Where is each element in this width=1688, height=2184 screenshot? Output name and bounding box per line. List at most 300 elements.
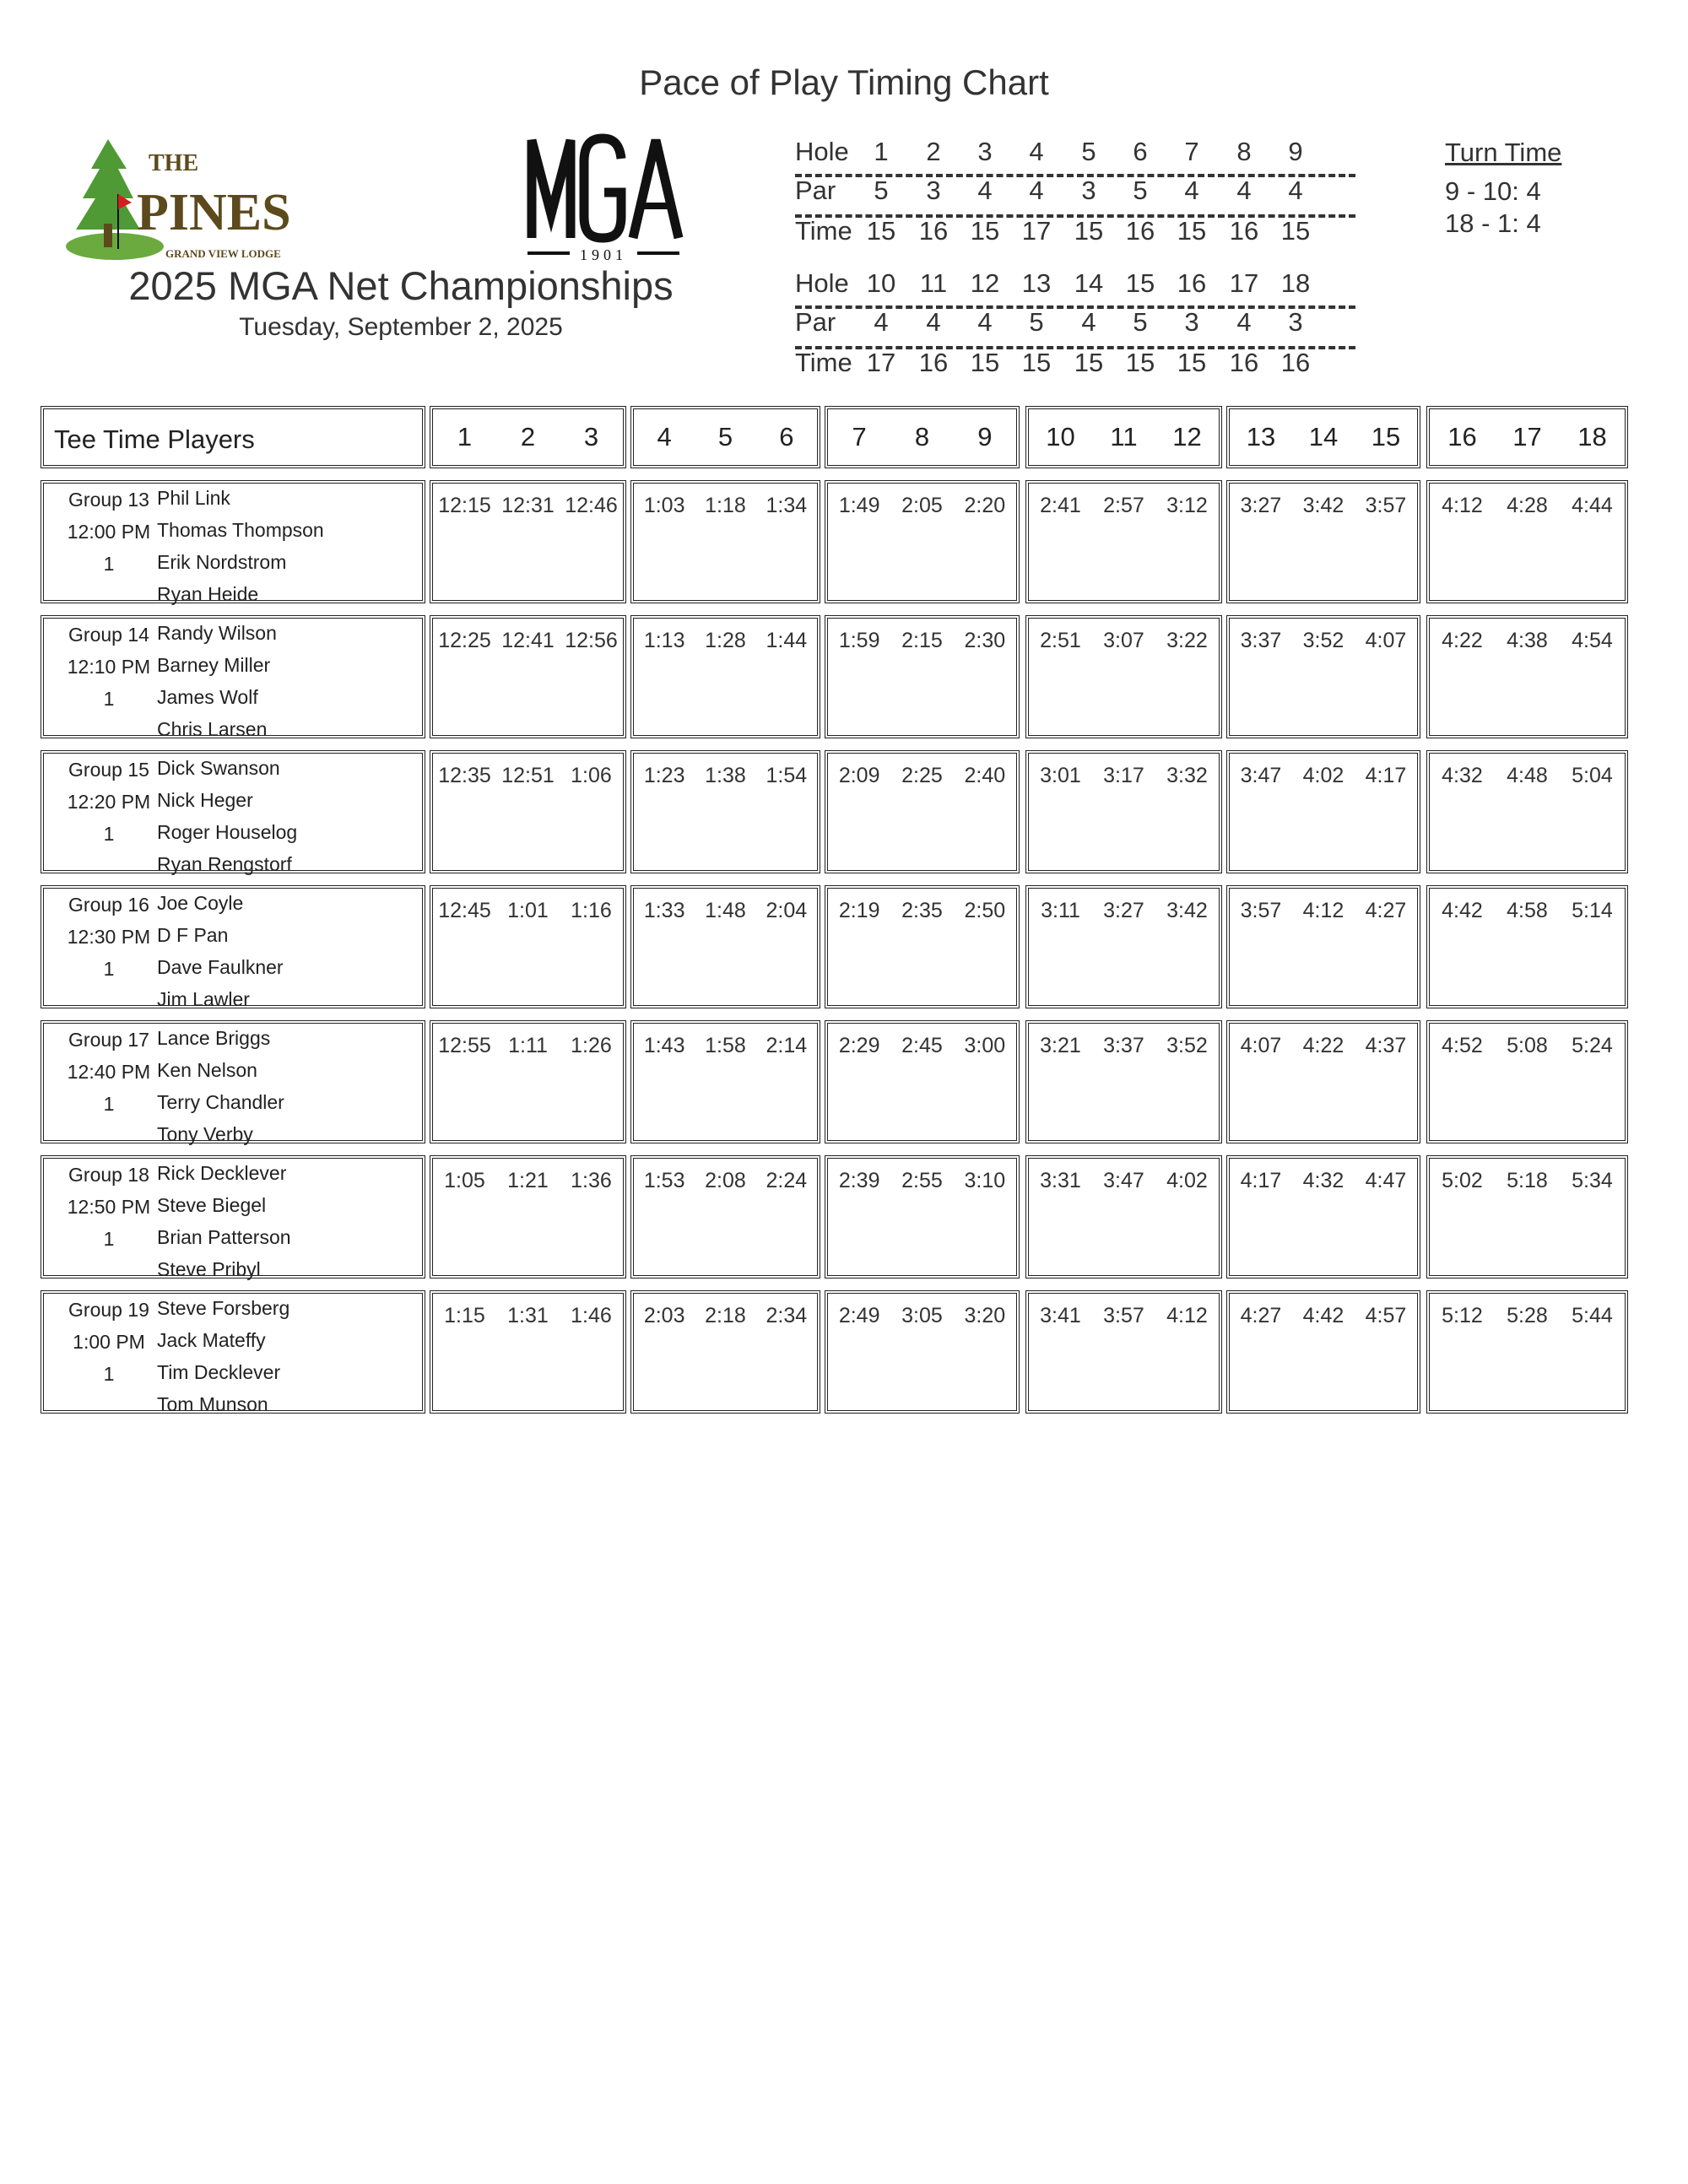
hole-time: 2:41 [1040, 494, 1081, 517]
player-name: Dick Swanson [157, 757, 280, 779]
par-value: 4 [1029, 176, 1044, 205]
hole-time: 3:57 [1103, 1304, 1144, 1327]
time-value: 16 [918, 348, 949, 377]
hole-times [828, 1024, 1016, 1058]
hole-time: 5:12 [1442, 1304, 1483, 1327]
group-times-holes-13-15 [1226, 885, 1420, 1008]
dashed-divider [795, 305, 1355, 309]
group-label: Group 17 [68, 1029, 149, 1051]
hole-time: 1:21 [507, 1169, 549, 1192]
hole-time: 4:32 [1442, 764, 1483, 787]
hole-time: 4:28 [1507, 494, 1548, 517]
hole-time: 4:27 [1365, 899, 1407, 922]
hole-time: 5:02 [1442, 1169, 1483, 1192]
hole-time: 2:15 [901, 629, 943, 652]
hole-time: 3:37 [1240, 629, 1282, 652]
hole-times [1230, 1024, 1417, 1058]
hole-time: 4:48 [1507, 764, 1548, 787]
group-players [41, 885, 425, 1008]
par-row-back [795, 307, 1361, 344]
hole-times [828, 754, 1016, 788]
hole-header: 7 [852, 422, 867, 451]
player-name: Tim Decklever [157, 1361, 281, 1383]
group-times-holes-7-9 [825, 1155, 1020, 1279]
hole-times [828, 1159, 1016, 1193]
hole-time: 1:16 [571, 899, 612, 922]
hole-times [634, 619, 817, 653]
hole-time: 12:56 [565, 629, 618, 652]
player-name: Steve Biegel [157, 1194, 267, 1216]
hole-times [634, 889, 817, 923]
hole-time: 4:22 [1302, 1034, 1344, 1057]
par-value: 5 [1133, 176, 1148, 205]
hole-times [634, 484, 817, 518]
group-times-holes-7-9 [825, 885, 1020, 1008]
hole-times [1430, 1159, 1625, 1193]
hole-header: 4 [657, 422, 672, 451]
hole-value: 4 [1029, 137, 1044, 166]
hole-time: 2:09 [838, 764, 880, 787]
start-hole: 1 [103, 553, 115, 575]
hole-time: 2:24 [766, 1169, 808, 1192]
hole-value: 14 [1074, 268, 1104, 298]
hole-times [1430, 619, 1625, 653]
hole-time: 3:52 [1166, 1034, 1208, 1057]
hole-time: 2:18 [705, 1304, 746, 1327]
svg-text:1901: 1901 [580, 246, 627, 262]
par-label: Par [795, 176, 836, 205]
group-times-holes-1-3 [430, 1155, 626, 1279]
hole-time: 2:57 [1103, 494, 1144, 517]
hole-time: 2:20 [964, 494, 1006, 517]
group-times-holes-10-12 [1025, 750, 1222, 873]
hole-time: 12:31 [501, 494, 555, 517]
hole-time: 1:53 [643, 1169, 685, 1192]
hole-time: 2:04 [766, 899, 808, 922]
group-label: Group 15 [68, 759, 149, 781]
player-name: D F Pan [157, 924, 229, 946]
player-name: Randy Wilson [157, 622, 277, 644]
hole-time: 3:20 [964, 1304, 1006, 1327]
hole-times [433, 754, 623, 788]
hole-row-back [795, 268, 1361, 305]
hole-time: 1:54 [766, 764, 808, 787]
group-times-holes-4-6 [630, 480, 820, 603]
turn-time [1445, 137, 1561, 240]
player-name: Nick Heger [157, 789, 253, 811]
hole-times [1430, 1024, 1625, 1058]
dashed-divider [795, 346, 1355, 349]
hole-time: 4:22 [1442, 629, 1483, 652]
hole-time: 4:58 [1507, 899, 1548, 922]
hole-time: 3:10 [964, 1169, 1006, 1192]
table-header-players [41, 406, 425, 468]
hole-time: 3:11 [1041, 899, 1080, 922]
hole-times [1029, 619, 1219, 653]
hole-time: 4:27 [1240, 1304, 1282, 1327]
hole-time: 1:48 [705, 899, 746, 922]
hole-time: 1:13 [643, 629, 685, 652]
hole-header: 17 [1512, 422, 1542, 451]
start-hole: 1 [103, 688, 115, 710]
hole-time: 3:52 [1302, 629, 1344, 652]
hole-headers [1029, 409, 1219, 465]
event-date: Tuesday, September 2, 2025 [239, 313, 563, 341]
hole-header: 5 [717, 422, 733, 451]
hole-value: 7 [1184, 137, 1199, 166]
start-hole: 1 [103, 1228, 115, 1250]
tee-time: 12:40 PM [67, 1061, 151, 1083]
hole-time: 4:37 [1365, 1034, 1407, 1057]
group-label: Group 14 [68, 624, 149, 646]
time-value: 15 [866, 216, 896, 246]
time-value: 15 [1074, 348, 1104, 377]
par-value: 3 [926, 176, 941, 205]
time-value: 15 [970, 216, 1000, 246]
hole-times [433, 1024, 623, 1058]
hole-value: 9 [1288, 137, 1303, 166]
time-value: 15 [970, 348, 1000, 377]
hole-time: 1:49 [838, 494, 880, 517]
time-label: Time [795, 348, 852, 377]
group-times-holes-1-3 [430, 1020, 626, 1143]
par-value: 5 [1029, 307, 1044, 337]
hole-time: 3:47 [1240, 764, 1282, 787]
hole-times [828, 484, 1016, 518]
hole-time: 1:05 [444, 1169, 485, 1192]
hole-time: 2:30 [964, 629, 1006, 652]
hole-time: 12:15 [438, 494, 491, 517]
par-value: 4 [926, 307, 941, 337]
time-value: 17 [866, 348, 896, 377]
group-times-holes-10-12 [1025, 615, 1222, 738]
hole-times [634, 1159, 817, 1193]
player-name: Jim Lawler [157, 988, 250, 1010]
hole-time: 2:14 [766, 1034, 808, 1057]
group-times-holes-13-15 [1226, 615, 1420, 738]
hole-times [433, 1294, 623, 1328]
player-name: Rick Decklever [157, 1162, 287, 1184]
hole-times [1029, 1294, 1219, 1328]
page-title: Pace of Play Timing Chart [639, 62, 1049, 102]
player-name: Terry Chandler [157, 1091, 284, 1113]
hole-time: 1:18 [705, 494, 746, 517]
hole-header: 11 [1110, 422, 1138, 451]
hole-time: 4:12 [1302, 899, 1344, 922]
hole-times [1029, 889, 1219, 923]
par-value: 4 [1236, 307, 1252, 337]
turn-time-item: 9 - 10: 4 [1445, 176, 1541, 206]
time-value: 16 [1229, 216, 1259, 246]
par-value: 5 [874, 176, 889, 205]
hole-headers [433, 409, 623, 465]
hole-time: 4:12 [1166, 1304, 1208, 1327]
header-holes-13-15 [1226, 406, 1420, 468]
player-name: Ken Nelson [157, 1059, 257, 1081]
time-value: 15 [1177, 216, 1207, 246]
svg-text:THE: THE [149, 150, 199, 176]
hole-time: 1:33 [643, 899, 685, 922]
hole-time: 3:27 [1240, 494, 1282, 517]
hole-times [1230, 1294, 1417, 1328]
hole-time: 3:07 [1103, 629, 1144, 652]
group-times-holes-1-3 [430, 480, 626, 603]
hole-header: 2 [520, 422, 536, 451]
group-times-holes-16-18 [1426, 1290, 1628, 1414]
time-value: 17 [1021, 216, 1052, 246]
par-value: 4 [1288, 176, 1303, 205]
hole-value: 6 [1133, 137, 1148, 166]
hole-header: 3 [583, 422, 599, 451]
hole-header: 6 [779, 422, 794, 451]
time-label: Time [795, 216, 852, 246]
group-players [41, 1020, 425, 1143]
hole-time: 12:25 [438, 629, 491, 652]
group-times-holes-13-15 [1226, 1020, 1420, 1143]
hole-time: 3:57 [1365, 494, 1407, 517]
group-players [41, 750, 425, 873]
player-name: Chris Larsen [157, 718, 268, 740]
player-name: Joe Coyle [157, 892, 244, 914]
group-times-holes-13-15 [1226, 480, 1420, 603]
hole-time: 1:38 [705, 764, 746, 787]
player-name: Ryan Rengstorf [157, 853, 292, 875]
group-times-holes-16-18 [1426, 885, 1628, 1008]
hole-times [634, 1024, 817, 1058]
player-name: Steve Pribyl [157, 1258, 261, 1280]
hole-value: 15 [1125, 268, 1155, 298]
hole-time: 4:32 [1302, 1169, 1344, 1192]
hole-time: 2:50 [964, 899, 1006, 922]
hole-time: 1:23 [643, 764, 685, 787]
tee-time: 1:00 PM [73, 1331, 145, 1353]
hole-time: 4:12 [1442, 494, 1483, 517]
hole-time: 5:28 [1507, 1304, 1548, 1327]
hole-time: 3:21 [1040, 1034, 1081, 1057]
group-times-holes-10-12 [1025, 1020, 1222, 1143]
hole-times [828, 619, 1016, 653]
hole-value: 8 [1236, 137, 1252, 166]
hole-time: 2:55 [901, 1169, 943, 1192]
hole-time: 1:44 [766, 629, 808, 652]
header-label: Tee Time Players [54, 424, 255, 454]
hole-time: 3:00 [964, 1034, 1006, 1057]
hole-time: 3:27 [1103, 899, 1144, 922]
event-title: 2025 MGA Net Championships [128, 263, 674, 308]
start-hole: 1 [103, 958, 115, 980]
hole-time: 2:51 [1040, 629, 1081, 652]
tee-time: 12:20 PM [67, 791, 151, 813]
hole-time: 1:34 [766, 494, 808, 517]
hole-time: 1:58 [705, 1034, 746, 1057]
start-hole: 1 [103, 1093, 115, 1115]
time-value: 15 [1074, 216, 1104, 246]
header-holes-16-18 [1426, 406, 1628, 468]
hole-time: 3:22 [1166, 629, 1208, 652]
hole-time: 1:43 [643, 1034, 685, 1057]
hole-time: 1:59 [838, 629, 880, 652]
hole-time: 4:54 [1572, 629, 1613, 652]
tee-time: 12:50 PM [67, 1196, 151, 1218]
hole-times [433, 1159, 623, 1193]
hole-times [433, 619, 623, 653]
par-value: 4 [1081, 307, 1096, 337]
group-times-holes-4-6 [630, 1020, 820, 1143]
group-times-holes-7-9 [825, 480, 1020, 603]
svg-text:GRAND VIEW LODGE: GRAND VIEW LODGE [165, 247, 281, 260]
group-times-holes-4-6 [630, 1290, 820, 1414]
group-times-holes-7-9 [825, 615, 1020, 738]
player-name: Erik Nordstrom [157, 551, 287, 573]
player-name: Phil Link [157, 487, 230, 509]
hole-time: 4:52 [1442, 1034, 1483, 1057]
par-row-front [795, 176, 1361, 213]
group-times-holes-10-12 [1025, 885, 1222, 1008]
group-times-holes-7-9 [825, 750, 1020, 873]
hole-value: 16 [1177, 268, 1207, 298]
hole-time: 12:46 [565, 494, 618, 517]
hole-time: 1:11 [508, 1034, 548, 1057]
hole-header: 16 [1447, 422, 1477, 451]
group-times-holes-1-3 [430, 750, 626, 873]
par-value: 4 [874, 307, 889, 337]
hole-time: 2:29 [838, 1034, 880, 1057]
hole-time: 3:47 [1103, 1169, 1144, 1192]
hole-times [1430, 889, 1625, 923]
hole-time: 2:25 [901, 764, 943, 787]
hole-times [1230, 754, 1417, 788]
time-value: 15 [1021, 348, 1052, 377]
hole-time: 3:42 [1302, 494, 1344, 517]
group-times-holes-4-6 [630, 750, 820, 873]
turn-time-heading: Turn Time [1445, 138, 1562, 167]
hole-time: 1:31 [507, 1304, 549, 1327]
group-label: Group 13 [68, 489, 149, 511]
hole-time: 3:57 [1240, 899, 1282, 922]
hole-value: 11 [919, 268, 948, 298]
hole-value: 10 [866, 268, 896, 298]
time-row-back [795, 348, 1361, 385]
hole-time: 3:31 [1040, 1169, 1081, 1192]
hole-header: 13 [1246, 422, 1276, 451]
hole-time: 2:05 [901, 494, 943, 517]
group-times-holes-13-15 [1226, 1290, 1420, 1414]
hole-header: 12 [1172, 422, 1202, 451]
hole-header: 8 [914, 422, 930, 451]
hole-header: 1 [457, 422, 473, 451]
hole-time: 4:02 [1166, 1169, 1208, 1192]
hole-times [828, 1294, 1016, 1328]
group-times-holes-7-9 [825, 1290, 1020, 1414]
time-value: 16 [918, 216, 949, 246]
hole-time: 5:18 [1507, 1169, 1548, 1192]
hole-time: 12:41 [501, 629, 555, 652]
time-value: 15 [1177, 348, 1207, 377]
time-value: 16 [1229, 348, 1259, 377]
hole-value: 17 [1229, 268, 1259, 298]
hole-times [1230, 619, 1417, 653]
svg-text:PINES: PINES [137, 184, 291, 241]
hole-time: 5:34 [1572, 1169, 1613, 1192]
hole-time: 2:03 [643, 1304, 685, 1327]
hole-row-front [795, 137, 1361, 174]
par-value: 3 [1081, 176, 1096, 205]
hole-time: 2:35 [901, 899, 943, 922]
turn-time-item: 18 - 1: 4 [1445, 208, 1541, 238]
group-times-holes-4-6 [630, 885, 820, 1008]
player-name: Barney Miller [157, 654, 271, 676]
player-name: Brian Patterson [157, 1226, 291, 1248]
player-name: Steve Forsberg [157, 1297, 290, 1319]
group-times-holes-4-6 [630, 615, 820, 738]
hole-time: 5:14 [1572, 899, 1613, 922]
hole-time: 1:15 [444, 1304, 485, 1327]
hole-times [634, 754, 817, 788]
hole-times [1029, 484, 1219, 518]
hole-time: 3:12 [1166, 494, 1208, 517]
player-name: Dave Faulkner [157, 956, 284, 978]
hole-label: Hole [795, 268, 849, 298]
hole-time: 3:17 [1103, 764, 1144, 787]
hole-time: 2:39 [838, 1169, 880, 1192]
dashed-divider [795, 214, 1355, 218]
hole-time: 4:17 [1365, 764, 1407, 787]
hole-value: 13 [1021, 268, 1052, 298]
hole-header: 14 [1308, 422, 1339, 451]
group-times-holes-10-12 [1025, 480, 1222, 603]
par-value: 4 [977, 307, 993, 337]
hole-times [634, 1294, 817, 1328]
hole-value: 3 [977, 137, 993, 166]
time-value: 15 [1125, 348, 1155, 377]
hole-times [1029, 754, 1219, 788]
group-label: Group 16 [68, 894, 149, 916]
player-name: Lance Briggs [157, 1027, 271, 1049]
player-name: Thomas Thompson [157, 519, 324, 541]
hole-headers [1230, 409, 1417, 465]
hole-time: 12:35 [438, 764, 491, 787]
hole-times [1430, 754, 1625, 788]
hole-times [433, 484, 623, 518]
hole-value: 2 [926, 137, 941, 166]
hole-time: 4:44 [1572, 494, 1613, 517]
hole-time: 3:32 [1166, 764, 1208, 787]
hole-value: 12 [970, 268, 1000, 298]
group-times-holes-1-3 [430, 615, 626, 738]
par-value: 5 [1133, 307, 1148, 337]
group-times-holes-13-15 [1226, 750, 1420, 873]
hole-time: 2:49 [838, 1304, 880, 1327]
player-name: Roger Houselog [157, 821, 298, 843]
group-times-holes-16-18 [1426, 750, 1628, 873]
group-players [41, 480, 425, 603]
player-name: Tony Verby [157, 1123, 253, 1145]
hole-header: 10 [1046, 422, 1075, 451]
hole-time: 3:42 [1166, 899, 1208, 922]
group-times-holes-16-18 [1426, 615, 1628, 738]
hole-headers [1430, 409, 1625, 465]
group-times-holes-1-3 [430, 885, 626, 1008]
hole-time: 3:41 [1040, 1304, 1081, 1327]
hole-time: 2:40 [964, 764, 1006, 787]
par-value: 4 [977, 176, 993, 205]
player-name: James Wolf [157, 686, 258, 708]
group-label: Group 19 [68, 1299, 149, 1321]
hole-time: 12:45 [438, 899, 491, 922]
hole-time: 4:42 [1302, 1304, 1344, 1327]
dashed-divider [795, 174, 1355, 177]
group-players [41, 1155, 425, 1279]
